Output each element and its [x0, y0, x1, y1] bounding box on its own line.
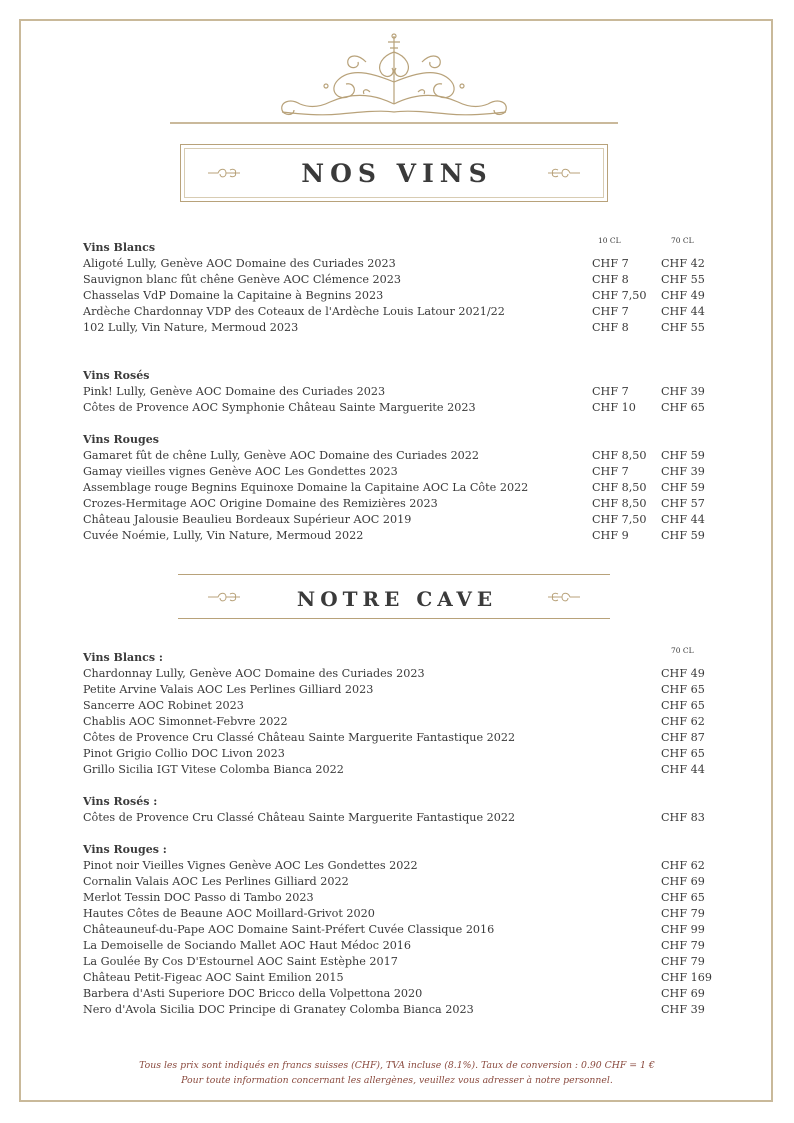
wine-row: [83, 480, 723, 496]
wine-name: 102 Lully, Vin Nature, Mermoud 2023: [83, 321, 299, 334]
wine-row: [83, 496, 723, 512]
group-heading: Vins Rosés :: [83, 795, 158, 808]
price-70cl: CHF 65: [661, 747, 705, 760]
cave-group-blancs: [83, 650, 723, 778]
group-heading: Vins Blancs: [83, 241, 156, 254]
wine-row: [83, 288, 723, 304]
wine-name: Côtes de Provence Cru Classé Château Sainte Marguerite Fantastique 2022: [83, 731, 516, 744]
wine-name: Assemblage rouge Begnins Equinoxe Domaine la Capitaine AOC La Côte 2022: [83, 481, 529, 494]
price-70cl: CHF 57: [661, 497, 705, 510]
price-10cl: CHF 8: [592, 273, 629, 286]
wine-name: Nero d'Avola Sicilia DOC Principe di Granatey Colomba Bianca 2023: [83, 1003, 474, 1016]
wine-row: [83, 922, 723, 938]
wine-name: Sauvignon blanc fût chêne Genève AOC Clémence 2023: [83, 273, 401, 286]
page-title: NOS VINS: [301, 159, 493, 188]
wine-row: [83, 682, 723, 698]
price-70cl: CHF 79: [661, 939, 705, 952]
wine-name: La Demoiselle de Sociando Mallet AOC Haut Médoc 2016: [83, 939, 412, 952]
wine-row: [83, 1002, 723, 1018]
wine-row: [83, 512, 723, 528]
price-70cl: CHF 44: [661, 305, 705, 318]
price-70cl: CHF 65: [661, 683, 705, 696]
group-heading: Vins Rouges: [83, 433, 159, 446]
wine-name: Chasselas VdP Domaine la Capitaine à Begnins 2023: [83, 289, 384, 302]
price-70cl: CHF 79: [661, 907, 705, 920]
price-10cl: CHF 8: [592, 321, 629, 334]
wine-name: Cuvée Noémie, Lully, Vin Nature, Mermoud 2022: [83, 529, 364, 542]
wine-name: Petite Arvine Valais AOC Les Perlines Gilliard 2023: [83, 683, 374, 696]
wine-row: [83, 272, 723, 288]
price-70cl: CHF 59: [661, 449, 705, 462]
price-10cl: CHF 7,50: [592, 289, 647, 302]
price-70cl: CHF 169: [661, 971, 712, 984]
price-10cl: CHF 7: [592, 257, 629, 270]
price-70cl: CHF 59: [661, 529, 705, 542]
wine-name: Pinot noir Vieilles Vignes Genève AOC Les Gondettes 2022: [83, 859, 418, 872]
price-10cl: CHF 8,50: [592, 481, 647, 494]
wine-name: La Goulée By Cos D'Estournel AOC Saint Estèphe 2017: [83, 955, 398, 968]
price-70cl: CHF 55: [661, 321, 705, 334]
wine-name: Gamaret fût de chêne Lully, Genève AOC Domaine des Curiades 2022: [83, 449, 480, 462]
wine-row: [83, 858, 723, 874]
column-header-70cl: 70 CL: [671, 236, 694, 245]
price-70cl: CHF 62: [661, 859, 705, 872]
group-heading: Vins Rouges :: [83, 843, 167, 856]
wine-row: [83, 304, 723, 320]
price-10cl: CHF 8,50: [592, 497, 647, 510]
price-10cl: CHF 7: [592, 465, 629, 478]
wine-name: Chablis AOC Simonnet-Febvre 2022: [83, 715, 288, 728]
price-70cl: CHF 99: [661, 923, 705, 936]
divider-bottom: [178, 618, 610, 619]
wine-name: Côtes de Provence AOC Symphonie Château Sainte Marguerite 2023: [83, 401, 476, 414]
footer-note: [0, 1058, 794, 1088]
wine-row: [83, 762, 723, 778]
price-70cl: CHF 59: [661, 481, 705, 494]
wine-row: [83, 890, 723, 906]
group-heading: Vins Rosés: [83, 369, 150, 382]
wine-name: Châteauneuf-du-Pape AOC Domaine Saint-Préfert Cuvée Classique 2016: [83, 923, 495, 936]
wine-row: [83, 400, 723, 416]
wine-row: [83, 256, 723, 272]
column-header-70cl: 70 CL: [671, 646, 694, 655]
footer-line-prices: Tous les prix sont indiqués en francs suisses (CHF), TVA incluse (8.1%). Taux de conversion : 0.90 CHF = 1 €: [139, 1060, 655, 1071]
price-70cl: CHF 44: [661, 513, 705, 526]
wine-name: Château Petit-Figeac AOC Saint Emilion 2015: [83, 971, 344, 984]
price-70cl: CHF 69: [661, 875, 705, 888]
price-10cl: CHF 8,50: [592, 449, 647, 462]
price-70cl: CHF 65: [661, 401, 705, 414]
price-10cl: CHF 7: [592, 305, 629, 318]
price-70cl: CHF 79: [661, 955, 705, 968]
wine-row: [83, 906, 723, 922]
wine-name: Château Jalousie Beaulieu Bordeaux Supérieur AOC 2019: [83, 513, 412, 526]
wine-group-roses: [83, 368, 723, 416]
wine-row: [83, 384, 723, 400]
column-header-10cl: 10 CL: [598, 236, 621, 245]
wine-name: Cornalin Valais AOC Les Perlines Gilliard 2022: [83, 875, 349, 888]
group-heading: Vins Blancs :: [83, 651, 163, 664]
price-70cl: CHF 83: [661, 811, 705, 824]
price-70cl: CHF 39: [661, 465, 705, 478]
price-70cl: CHF 87: [661, 731, 705, 744]
price-70cl: CHF 39: [661, 1003, 705, 1016]
wine-row: [83, 970, 723, 986]
price-70cl: CHF 44: [661, 763, 705, 776]
price-70cl: CHF 49: [661, 667, 705, 680]
divider-top: [178, 574, 610, 575]
wine-name: Chardonnay Lully, Genève AOC Domaine des Curiades 2023: [83, 667, 425, 680]
wine-row: [83, 464, 723, 480]
wine-group-rouges: [83, 432, 723, 544]
cave-group-rouges: [83, 842, 723, 1018]
price-10cl: CHF 7: [592, 385, 629, 398]
wine-row: [83, 448, 723, 464]
price-70cl: CHF 55: [661, 273, 705, 286]
wine-name: Aligoté Lully, Genève AOC Domaine des Curiades 2023: [83, 257, 396, 270]
wine-name: Pinot Grigio Collio DOC Livon 2023: [83, 747, 285, 760]
price-70cl: CHF 42: [661, 257, 705, 270]
price-10cl: CHF 9: [592, 529, 629, 542]
wine-row: [83, 320, 723, 336]
wine-name: Grillo Sicilia IGT Vitese Colomba Bianca 2022: [83, 763, 344, 776]
price-10cl: CHF 10: [592, 401, 636, 414]
wine-row: [83, 874, 723, 890]
price-10cl: CHF 7,50: [592, 513, 647, 526]
wine-row: [83, 666, 723, 682]
wine-row: [83, 698, 723, 714]
price-70cl: CHF 65: [661, 699, 705, 712]
wine-row: [83, 954, 723, 970]
wine-name: Hautes Côtes de Beaune AOC Moillard-Grivot 2020: [83, 907, 375, 920]
cave-group-roses: [83, 794, 723, 826]
wine-row: [83, 986, 723, 1002]
price-70cl: CHF 65: [661, 891, 705, 904]
price-70cl: CHF 49: [661, 289, 705, 302]
wine-name: Sancerre AOC Robinet 2023: [83, 699, 244, 712]
wine-row: [83, 746, 723, 762]
footer-line-allergens: Pour toute information concernant les allergènes, veuillez vous adresser à notre personnel.: [181, 1075, 613, 1086]
wine-row: [83, 810, 723, 826]
wine-name: Merlot Tessin DOC Passo di Tambo 2023: [83, 891, 314, 904]
wine-name: Pink! Lully, Genève AOC Domaine des Curiades 2023: [83, 385, 386, 398]
wine-row: [83, 714, 723, 730]
wine-name: Gamay vieilles vignes Genève AOC Les Gondettes 2023: [83, 465, 398, 478]
wine-row: [83, 730, 723, 746]
wine-name: Crozes-Hermitage AOC Origine Domaine des Remizières 2023: [83, 497, 438, 510]
price-70cl: CHF 69: [661, 987, 705, 1000]
baroque-crown-flourish-icon: [170, 32, 618, 128]
wine-row: [83, 938, 723, 954]
wine-name: Barbera d'Asti Superiore DOC Bricco della Volpettona 2020: [83, 987, 423, 1000]
price-70cl: CHF 39: [661, 385, 705, 398]
wine-group-blancs: [83, 240, 723, 336]
wine-name: Ardèche Chardonnay VDP des Coteaux de l'Ardèche Louis Latour 2021/22: [83, 305, 505, 318]
section-title: NOTRE CAVE: [296, 587, 498, 611]
wine-name: Côtes de Provence Cru Classé Château Sainte Marguerite Fantastique 2022: [83, 811, 516, 824]
wine-row: [83, 528, 723, 544]
price-70cl: CHF 62: [661, 715, 705, 728]
